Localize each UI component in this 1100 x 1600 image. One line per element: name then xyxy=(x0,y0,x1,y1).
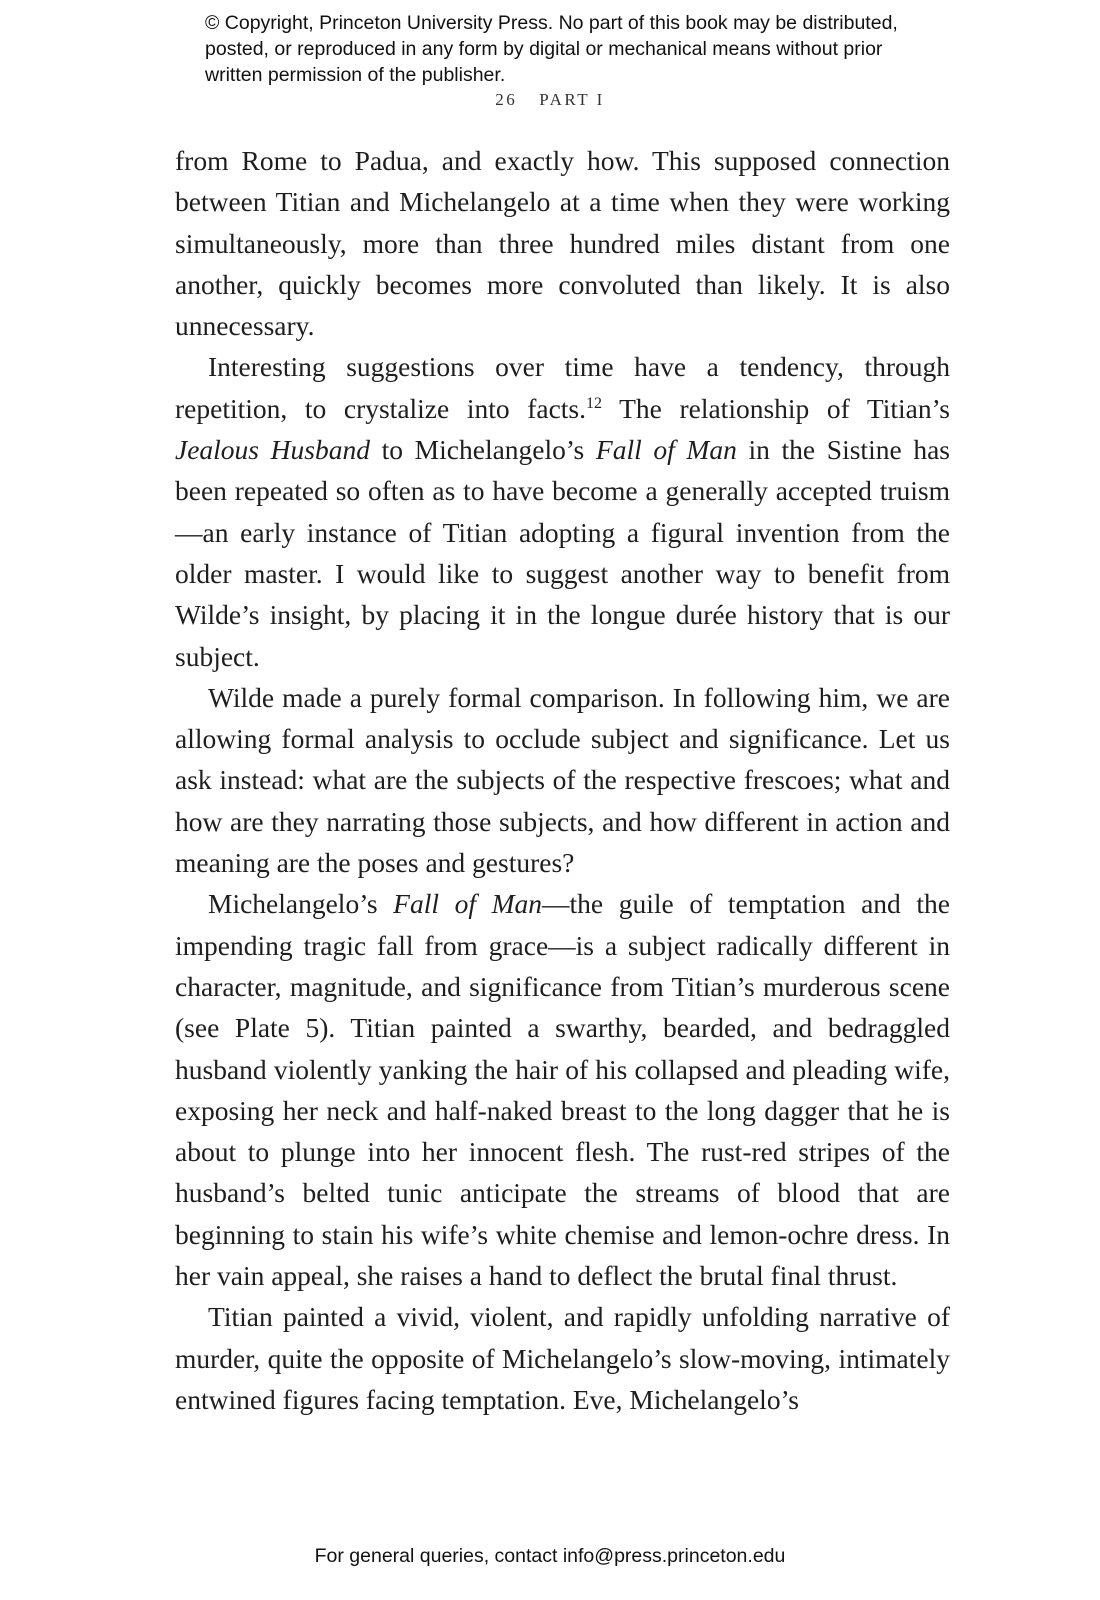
text-run: Michelangelo’s xyxy=(208,888,394,920)
running-head xyxy=(0,90,1100,110)
text-run: Interesting suggestions over time have a tendency, through repetition, to crystalize into facts. xyxy=(175,351,950,424)
footer-contact: For general queries, contact info@press.princeton.edu xyxy=(314,1545,786,1567)
paragraph-3 xyxy=(175,677,950,883)
italic-title: Jealous Husband xyxy=(175,434,370,466)
italic-title: Fall of Man xyxy=(393,888,543,920)
page-number: 26 xyxy=(495,90,518,109)
paragraph-2 xyxy=(175,346,950,676)
paragraph-1 xyxy=(175,140,950,346)
paragraph-5 xyxy=(175,1296,950,1420)
text-run: Wilde made a purely formal comparison. In following him, we are allowing formal analysis to occlude subject and significance. Let us ask instead: what are the subjects of the respective frescoes; what and how are they narrating those subjects, and how different in action and meaning are the poses and gestures? xyxy=(175,681,950,879)
paragraph-4 xyxy=(175,883,950,1296)
footnote-ref: 12 xyxy=(586,394,602,412)
text-run: —the guile of temptation and the impending tragic fall from grace—is a subject radically different in character, magnitude, and significance from Titian’s murderous scene (see Plate 5). Titian painted a swarthy, bearded, and bedraggled husband violently yanking the hair of his collapsed and pleading wife, exposing her neck and half-naked breast to the long dagger that he is about to plunge into her innocent flesh. The rust-red stripes of the husband’s belted tunic anticipate the streams of blood that are beginning to stain his wife’s white chemise and lemon-ochre dress. In her vain appeal, she raises a hand to deflect the brutal final thrust. xyxy=(175,888,950,1292)
copyright-notice: © Copyright, Princeton University Press. No part of this book may be distributed, posted, or reproduced in any form by digital or mechanical means without prior written permission of the publisher. xyxy=(205,12,898,86)
text-run: from Rome to Padua, and exactly how. This supposed connection between Titian and Michelangelo at a time when they were working simultaneously, more than three hundred miles distant from one another, quickly becomes more convoluted than likely. It is also unnecessary. xyxy=(175,145,950,342)
italic-title: Fall of Man xyxy=(595,434,737,466)
text-run: in the Sistine has been repeated so often as to have become a generally accepted truism—an early instance of Titian adopting a figural invention from the older master. I would like to suggest another way to benefit from Wilde’s insight, by placing it in the longue durée history that is our subject. xyxy=(175,434,950,672)
text-run: The relationship of Titian’s xyxy=(602,392,950,424)
body-text xyxy=(175,140,950,1420)
part-label: PART I xyxy=(539,90,605,109)
text-run: Titian painted a vivid, violent, and rapidly unfolding narrative of murder, quite the opposite of Michelangelo’s slow-moving, intimately entwined figures facing temptation. Eve, Michelangelo’s xyxy=(175,1301,950,1415)
text-run: to Michelangelo’s xyxy=(369,434,596,466)
